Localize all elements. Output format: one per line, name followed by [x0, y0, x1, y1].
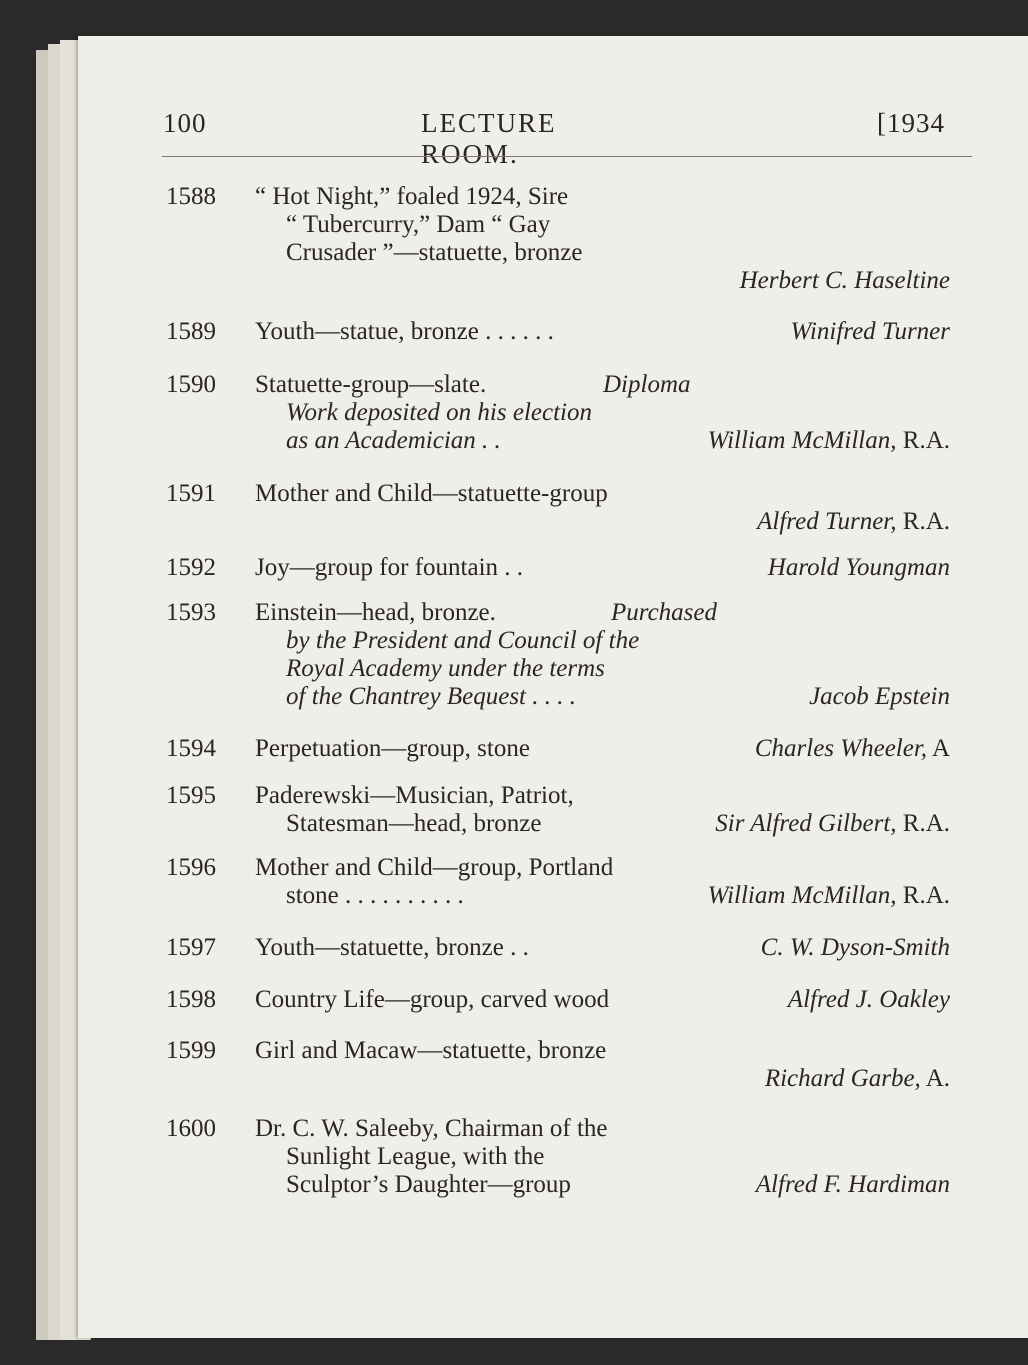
entry-text: Sculptor’s Daughter—group — [286, 1171, 571, 1198]
entry-note: Royal Academy under the terms — [286, 655, 605, 682]
artist-credit — [708, 427, 950, 455]
entry-text: Paderewski—Musician, Patriot, — [255, 782, 574, 809]
entry-number: 1594 — [166, 735, 216, 762]
artist-name: Alfred J. Oakley — [787, 986, 950, 1013]
entry-number: 1599 — [166, 1037, 216, 1064]
entry-title: Joy—group for fountain . . — [255, 554, 524, 581]
artist-name: William McMillan, — [707, 882, 897, 909]
artist-name: Alfred F. Hardiman — [755, 1171, 950, 1198]
artist-credit — [755, 735, 950, 763]
artist-credit — [708, 882, 950, 910]
entry-note: Purchased — [611, 599, 717, 626]
artist-credit — [715, 810, 950, 838]
artist-suffix: R.A. — [902, 810, 950, 837]
artist-name: Harold Youngman — [767, 554, 950, 581]
entry-title: Girl and Macaw—statuette, bronze — [255, 1037, 607, 1064]
entry-number: 1600 — [166, 1115, 216, 1142]
entry-title: Perpetuation—group, stone — [255, 735, 530, 762]
entry-number: 1589 — [166, 318, 216, 345]
entry-number: 1593 — [166, 599, 216, 626]
entry-text: Crusader ”—statuette, bronze — [286, 239, 583, 266]
entry-number: 1598 — [166, 986, 216, 1013]
artist-name: Jacob Epstein — [809, 683, 950, 710]
entry-note: of the Chantrey Bequest . . . . — [286, 683, 576, 710]
artist-name: Sir Alfred Gilbert, — [715, 810, 897, 837]
header-rule — [162, 156, 972, 157]
entry-number: 1590 — [166, 371, 216, 398]
artist-suffix: R.A. — [902, 882, 950, 909]
entry-note: as an Academician . . — [286, 427, 501, 454]
entry-text: Einstein—head, bronze. — [255, 599, 496, 626]
entry-number: 1591 — [166, 480, 216, 507]
entry-title: Mother and Child—statuette-group — [255, 480, 608, 507]
entry-text: “ Tubercurry,” Dam “ Gay — [286, 211, 551, 238]
entry-number: 1596 — [166, 854, 216, 881]
year-mark: [1934 — [877, 108, 945, 138]
entry-text: Statuette-group—slate. — [255, 371, 487, 398]
entry-note: by the President and Council of the — [286, 627, 640, 654]
artist-name: C. W. Dyson-Smith — [760, 934, 950, 961]
artist-suffix: A. — [925, 1065, 950, 1092]
entry-text: Sunlight League, with the — [286, 1143, 545, 1170]
artist-suffix: A — [931, 735, 950, 762]
entry-text: stone . . . . . . . . . . — [286, 882, 464, 909]
entry-note: Work deposited on his election — [286, 399, 592, 426]
entry-title: Country Life—group, carved wood — [255, 986, 610, 1013]
entry-text: Statesman—head, bronze — [286, 810, 542, 837]
artist-suffix: R.A. — [902, 427, 950, 454]
artist-name: Alfred Turner, — [757, 508, 897, 535]
entry-text: Mother and Child—group, Portland — [255, 854, 614, 881]
artist-credit — [765, 1065, 950, 1093]
entry-number: 1595 — [166, 782, 216, 809]
page-number: 100 — [163, 108, 207, 138]
entry-text: “ Hot Night,” foaled 1924, Sire — [255, 183, 569, 210]
page-title: LECTURE ROOM. — [421, 108, 557, 169]
entry-number: 1597 — [166, 934, 216, 961]
entry-title: Youth—statue, bronze . . . . . . — [255, 318, 554, 345]
artist-name: William McMillan, — [707, 427, 897, 454]
entry-number: 1592 — [166, 554, 216, 581]
artist-credit — [757, 508, 950, 536]
artist-name: Charles Wheeler, — [754, 735, 928, 762]
artist-suffix: R.A. — [902, 508, 950, 535]
artist-name: Winifred Turner — [790, 318, 950, 345]
entry-title: Youth—statuette, bronze . . — [255, 934, 529, 961]
artist-name: Herbert C. Haseltine — [739, 267, 950, 294]
entry-note: Diploma — [603, 371, 691, 398]
entry-number: 1588 — [166, 183, 216, 210]
entry-text: Dr. C. W. Saleeby, Chairman of the — [255, 1115, 608, 1142]
artist-name: Richard Garbe, — [764, 1065, 921, 1092]
